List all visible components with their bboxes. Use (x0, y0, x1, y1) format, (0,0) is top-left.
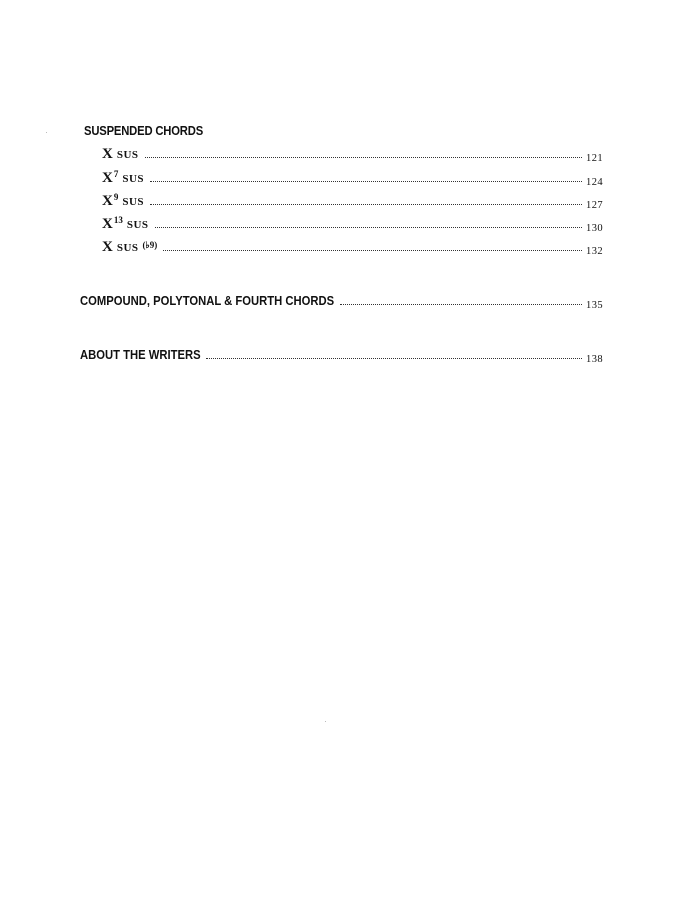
scan-speck (325, 721, 326, 722)
page-number: 121 (586, 153, 603, 164)
chord-base: X (102, 170, 113, 186)
toc-entry-x7-sus[interactable] (102, 170, 603, 187)
suspended-chords-heading: SUSPENDED CHORDS (84, 124, 204, 138)
page-number: 124 (586, 177, 603, 188)
chord-base: X (102, 193, 113, 209)
page-number: 127 (586, 200, 603, 211)
chord-suffix: SUS (126, 219, 149, 231)
chord-suffix: SUS (116, 242, 139, 254)
dot-leader (150, 180, 582, 182)
chord-suffix: SUS (116, 149, 139, 161)
chord-extension: 9 (113, 192, 119, 202)
toc-entry-about-writers[interactable] (80, 348, 603, 365)
entry-label (102, 239, 157, 256)
chord-suffix: SUS (122, 173, 145, 185)
dot-leader (155, 226, 583, 228)
page-number: 138 (586, 354, 603, 365)
dot-leader (145, 156, 583, 158)
toc-entry-x-sus-flat9[interactable] (102, 239, 603, 256)
entry-label (102, 170, 144, 187)
toc-entry-x9-sus[interactable] (102, 193, 603, 210)
chord-alteration: (♭9) (142, 240, 158, 250)
chord-extension: 7 (113, 169, 119, 179)
toc-entry-x-sus[interactable] (102, 146, 603, 163)
toc-entry-x13-sus[interactable] (102, 216, 603, 233)
scan-speck (46, 132, 47, 133)
dot-leader (163, 249, 582, 251)
chord-base: X (102, 239, 113, 255)
chord-base: X (102, 146, 113, 162)
dot-leader (150, 203, 582, 205)
chord-base: X (102, 216, 113, 232)
dot-leader (206, 357, 582, 359)
chord-extension: 13 (113, 215, 123, 225)
page-number: 135 (586, 300, 603, 311)
compound-chords-heading: COMPOUND, POLYTONAL & FOURTH CHORDS (80, 294, 335, 308)
chord-suffix: SUS (122, 196, 145, 208)
page-number: 132 (586, 246, 603, 257)
entry-label (102, 193, 144, 210)
page-number: 130 (586, 223, 603, 234)
entry-label (102, 146, 139, 163)
entry-label (102, 216, 149, 233)
about-writers-heading: ABOUT THE WRITERS (80, 348, 201, 362)
dot-leader (340, 303, 582, 305)
toc-entry-compound-chords[interactable] (80, 294, 603, 311)
